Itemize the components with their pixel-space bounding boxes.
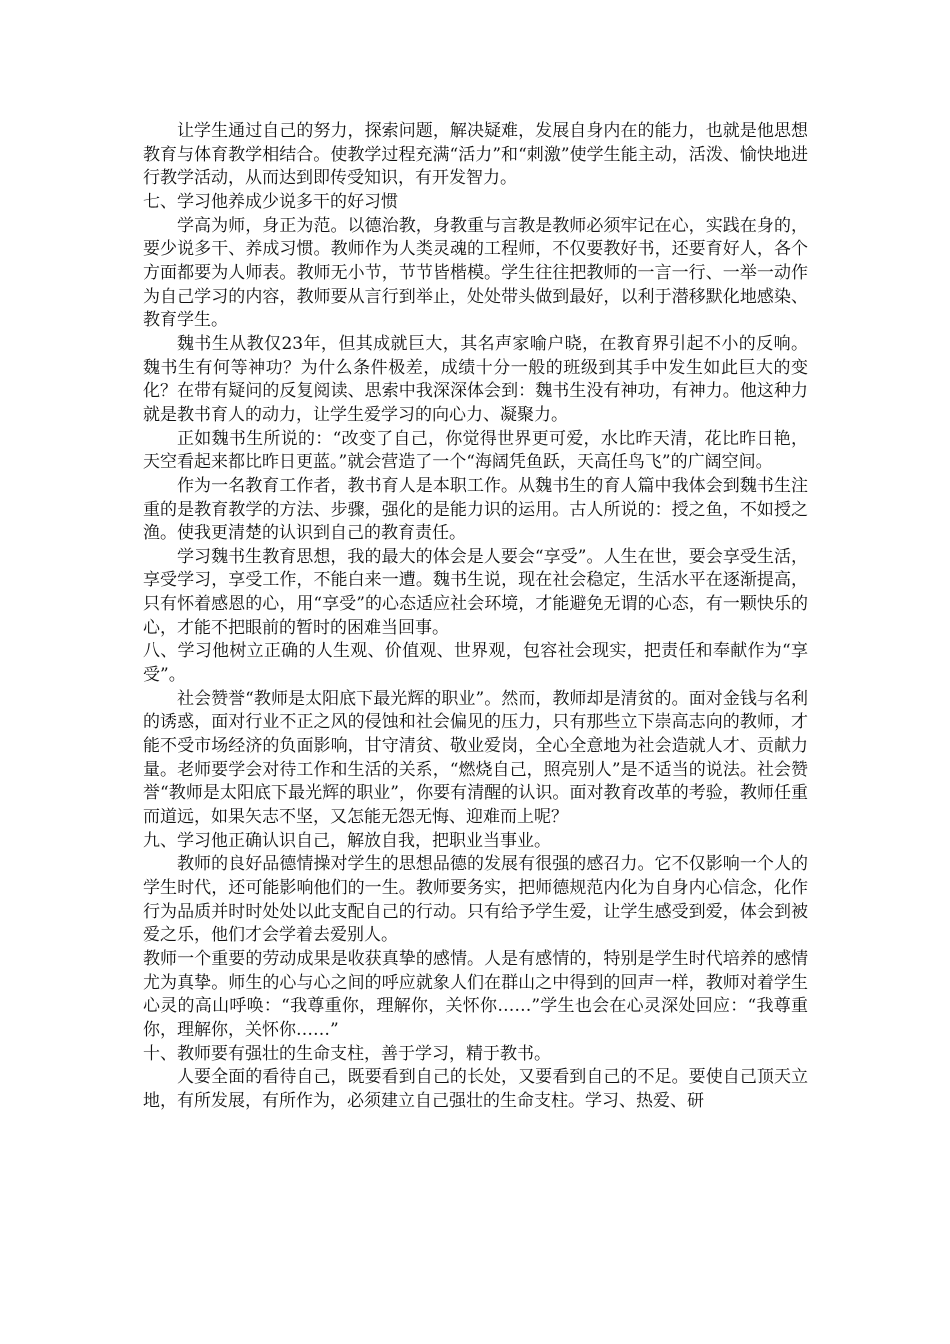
body-paragraph: 人要全面的看待自己，既要看到自己的长处，又要看到自己的不足。要使自己顶天立地，有所发展，有所作为，必须建立自己强壮的生命支柱。学习、热爱、研 — [143, 1067, 808, 1111]
body-paragraph: 正如魏书生所说的：“改变了自己，你觉得世界更可爱，水比昨天清，花比昨日艳，天空看起来都比昨日更蓝。”就会营造了一个“海阔凭鱼跃，天高任鸟飞”的广阔空间。 — [143, 428, 808, 473]
section-heading-8: 八、学习他树立正确的人生观、价值观、世界观，包容社会现实，把责任和奉献作为“享受”。 — [143, 641, 808, 686]
section-heading-9: 九、学习他正确认识自己，解放自我，把职业当事业。 — [143, 830, 551, 851]
body-paragraph: 学高为师，身正为范。以德治教，身教重与言教是教师必须牢记在心，实践在身的，要少说多干、养成习惯。教师作为人类灵魂的工程师，不仅要教好书，还要育好人，各个方面都要为人师表。教师无小节，节节皆楷模。学生往往把教师的一言一行、一举一动作为自己学习的内容，教师要从言行到举止，处处带头做到最好，以利于潜移默化地感染、教育学生。 — [143, 215, 808, 331]
section-heading-7: 七、学习他养成少说多干的好习惯 — [143, 191, 398, 212]
body-paragraph-unindented: 教师一个重要的劳动成果是收获真挚的感情。人是有感情的，特别是学生时代培养的感情尤为真挚。师生的心与心之间的呼应就象人们在群山之中得到的回声一样，教师对着学生心灵的高山呼唤：“我尊重你，理解你，关怀你……”学生也会在心灵深处回应：“我尊重你，理解你，关怀你……” — [143, 948, 808, 1040]
document-page — [143, 120, 808, 1114]
body-paragraph: 社会赞誉“教师是太阳底下最光辉的职业”。然而，教师却是清贫的。面对金钱与名利的诱惑，面对行业不正之风的侵蚀和社会偏见的压力，只有那些立下崇高志向的教师，才能不受市场经济的负面影响，甘守清贫、敬业爱岗，全心全意地为社会造就人才、贡献力量。老师要学会对待工作和生活的关系，“燃烧自己，照亮别人”是不适当的说法。社会赞誉“教师是太阳底下最光辉的职业”，你要有清醒的认识。面对教育改革的考验，教师任重而道远，如果矢志不坚，又怎能无怨无悔、迎难而上呢？ — [143, 688, 808, 828]
body-paragraph: 作为一名教育工作者，教书育人是本职工作。从魏书生的育人篇中我体会到魏书生注重的是教育教学的方法、步骤，强化的是能力识的运用。古人所说的：授之鱼，不如授之渔。使我更清楚的认识到自己的教育责任。 — [143, 475, 808, 544]
body-paragraph: 教师的良好品德情操对学生的思想品德的发展有很强的感召力。它不仅影响一个人的学生时代，还可能影响他们的一生。教师要务实，把师德规范内化为自身内心信念，化作行为品质并时时处处以此支配自己的行动。只有给予学生爱，让学生感受到爱，体会到被爱之乐，他们才会学着去爱别人。 — [143, 854, 808, 946]
body-paragraph: 让学生通过自己的努力，探索问题，解决疑难，发展自身内在的能力，也就是他思想教育与体育教学相结合。使教学过程充满“活力”和“刺激”使学生能主动，活泼、愉快地进行教学活动，从而达到即传受知识，有开发智力。 — [143, 121, 808, 189]
body-paragraph: 学习魏书生教育思想，我的最大的体会是人要会“享受”。人生在世，要会享受生活，享受学习，享受工作，不能白来一遭。魏书生说，现在社会稳定，生活水平在逐渐提高，只有怀着感恩的心，用“享受”的心态适应社会环境，才能避免无谓的心态，有一颗快乐的心，才能不把眼前的暂时的困难当回事。 — [143, 546, 808, 638]
body-paragraph: 魏书生从教仅23年，但其成就巨大，其名声家喻户晓，在教育界引起不小的反响。魏书生有何等神功？为什么条件极差，成绩十分一般的班级到其手中发生如此巨大的变化？在带有疑问的反复阅读、思索中我深深体会到：魏书生没有神功，有神力。他这种力就是教书育人的动力，让学生爱学习的向心力、凝聚力。 — [143, 333, 808, 425]
section-heading-10: 十、教师要有强壮的生命支柱，善于学习，精于教书。 — [143, 1043, 551, 1064]
